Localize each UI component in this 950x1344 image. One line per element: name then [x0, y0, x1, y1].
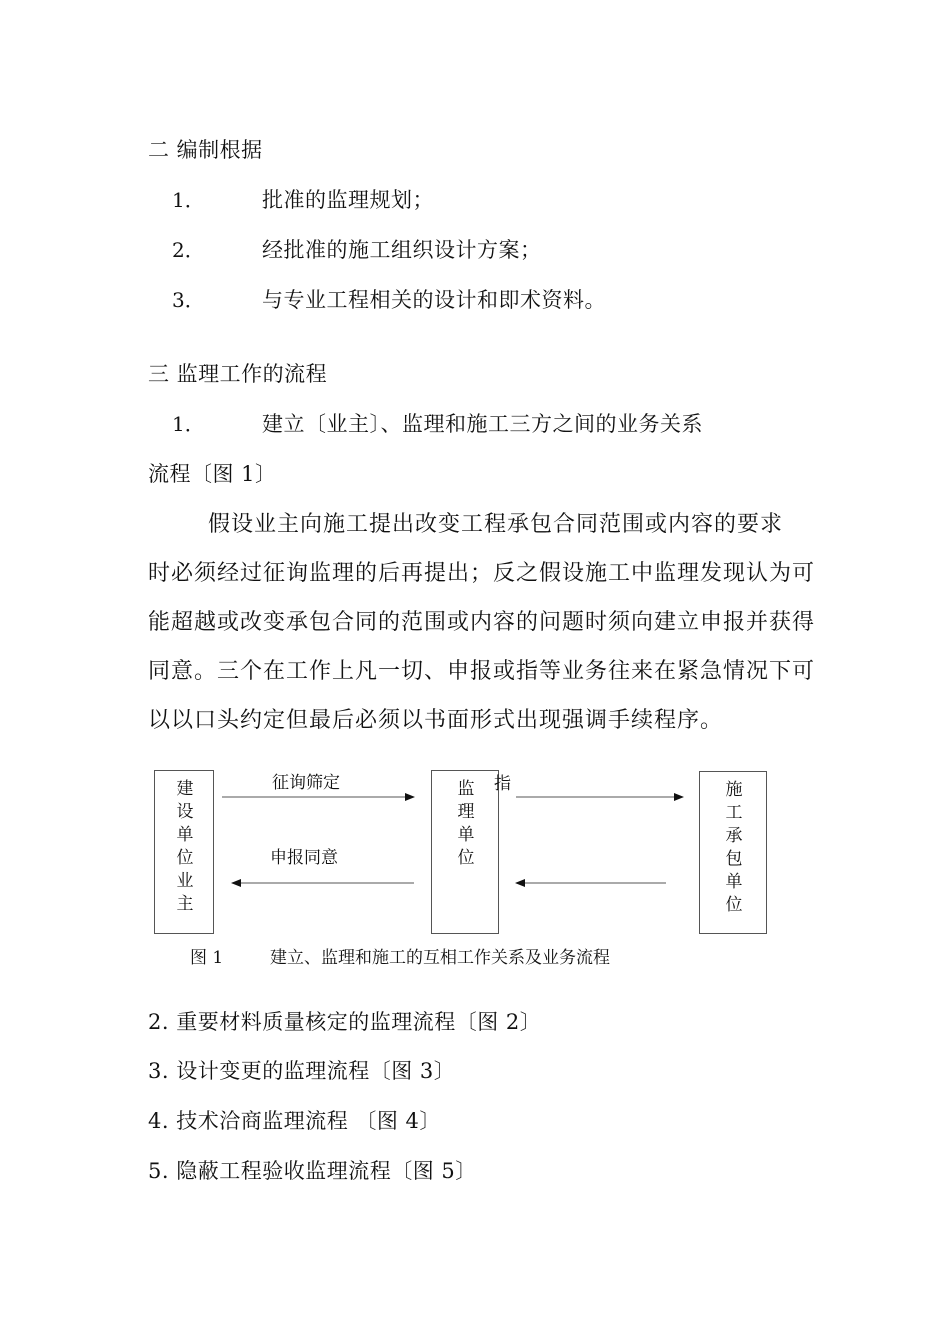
section-2-item-2-number: 2． [172, 238, 205, 262]
flow-list-item-2: 2. 重要材料质量核定的监理流程〔图 2〕 [148, 1010, 542, 1034]
flow-list-item-4: 4. 技术洽商监理流程 〔图 4〕 [148, 1109, 441, 1133]
section-2-item-1-number: 1． [172, 188, 205, 212]
section-2-item-2-text: 经批准的施工组织设计方案； [262, 238, 542, 262]
supervision-box [431, 770, 499, 934]
contractor-box [699, 771, 767, 934]
paragraph-line: 假设业主向施工提出改变工程承包合同范围或内容的要求 [208, 512, 784, 537]
paragraph-line: 能超越或改变承包合同的范围或内容的问题时须向建立申报并获得 [148, 610, 816, 635]
label-consult-screen: 征询筛定 [272, 773, 340, 793]
paragraph-line: 同意。三个在工作上凡一切、申报或指等业务往来在紧急情况下可 [148, 659, 816, 684]
section-2-heading: 二 编制根据 [148, 138, 263, 162]
section-3-item-1-continuation: 流程〔图 1〕 [148, 462, 277, 486]
owner-box [154, 770, 214, 934]
section-3-item-1-text: 建立〔业主〕、监理和施工三方之间的业务关系 [262, 412, 703, 436]
label-instruct: 指 [494, 774, 511, 794]
flow-list-item-5: 5. 隐蔽工程验收监理流程〔图 5〕 [148, 1159, 477, 1183]
section-2-item-3-number: 3． [172, 288, 205, 312]
section-2-item-1-text: 批准的监理规划； [262, 188, 434, 212]
supervision-box-label: 监理单位 [457, 779, 475, 868]
section-2-item-3-text: 与专业工程相关的设计和即术资料。 [262, 288, 606, 312]
figure-1-number: 图 1 [190, 948, 224, 968]
label-report-approve: 申报同意 [270, 848, 338, 868]
section-3-item-1-number: 1． [172, 412, 205, 436]
paragraph-line: 以以口头约定但最后必须以书面形式出现强调手续程序。 [148, 708, 724, 733]
paragraph-line: 时必须经过征询监理的后再提出；反之假设施工中监理发现认为可 [148, 561, 816, 586]
flow-list-item-3: 3. 设计变更的监理流程〔图 3〕 [148, 1059, 456, 1083]
contractor-box-label: 施工承包单位 [725, 780, 743, 915]
owner-box-label: 建设单位业主 [176, 779, 194, 914]
figure-1-caption: 建立、监理和施工的互相工作关系及业务流程 [270, 948, 610, 968]
section-3-heading: 三 监理工作的流程 [148, 362, 328, 386]
